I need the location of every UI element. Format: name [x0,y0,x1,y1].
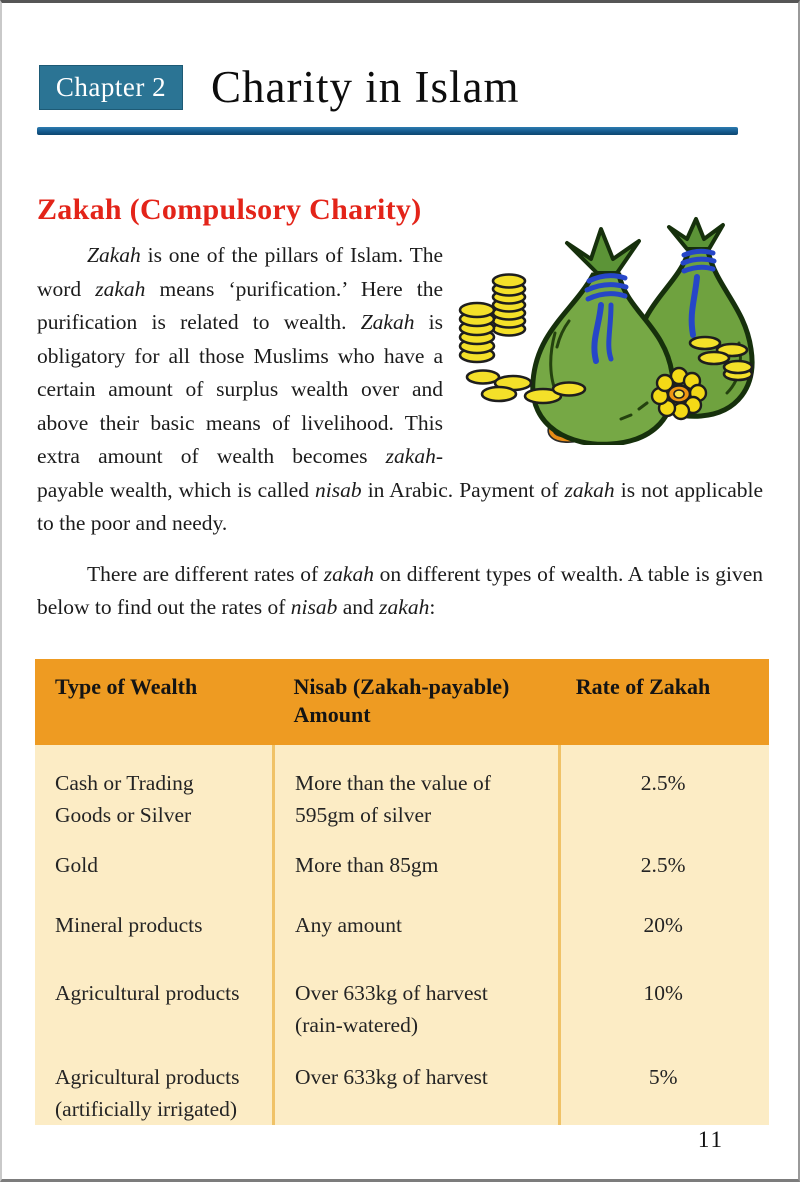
cell-line: (artificially irrigated) [55,1096,238,1121]
chapter-label: Chapter 2 [55,71,167,102]
paragraph-2-text: There are different rates of zakah on different types of wealth. A table is given below to find out the rates of nisab and zakah: [37,561,763,619]
section-heading: Zakah (Compulsory Charity) [37,193,422,226]
cell-line: Over 633kg of harvest [295,1064,488,1089]
cell-line: (rain-watered) [295,1012,418,1037]
page-title: Charity in Islam [211,62,520,112]
body-paragraph-1 [37,239,763,541]
table-cell [274,745,560,841]
table-cell [274,841,560,897]
cell-line: Any amount [295,912,402,937]
table-row [35,955,769,1041]
chapter-header [39,61,761,113]
page-number: 11 [697,1127,724,1152]
cell-line: Agricultural products [55,1064,240,1089]
header-row [35,659,769,745]
table-cell [560,1041,769,1125]
header-divider [37,127,738,135]
cell-line: Type of Wealth [55,673,198,699]
table-row [35,745,769,841]
table-cell [35,745,274,841]
table-row [35,1041,769,1125]
cell-line: 10% [643,980,683,1005]
table-cell [35,897,274,955]
cell-line: Amount [293,701,371,727]
cell-line: 20% [643,912,683,937]
cell-line: 595gm of silver [295,802,432,827]
table-row [35,841,769,897]
cell-line: 2.5% [640,770,686,795]
table-cell [274,955,560,1041]
column-header [560,659,769,745]
cell-line: Rate of Zakah [575,673,711,699]
coin-stacks [460,275,525,363]
zakah-table-header [35,659,769,745]
zakah-rates-table [35,659,769,1125]
cell-line: More than the value of [295,770,491,795]
table-cell [35,841,274,897]
table-cell [274,1041,560,1125]
table-cell [560,745,769,841]
cell-line: More than 85gm [295,852,439,877]
money-bag-front [533,229,673,444]
table-cell [35,955,274,1041]
column-header [274,659,560,745]
chapter-badge [39,65,183,110]
cell-line: Over 633kg of harvest [295,980,488,1005]
paragraph-1-text: Zakah is one of the pillars of Islam. The word zakah means ‘purification.’ Here the purification is related to wealth. Zakah is obligatory for all those Muslims who have a certain amount of surplus wealth over and above their basic means of livelihood. This extra amount of wealth becomes zakah-payable wealth, which is called nisab in Arabic. Payment of zakah is not applicable to the poor and needy. [37,243,764,535]
table-cell [35,1041,274,1125]
cell-line: Goods or Silver [55,802,192,827]
coin-flower-cluster [652,368,706,419]
cell-line: 2.5% [640,852,686,877]
cell-line: Mineral products [55,912,203,937]
table-cell [274,897,560,955]
cell-line: Nisab (Zakah-payable) [293,673,510,699]
cell-line: Cash or Trading [55,770,194,795]
table-row [35,897,769,955]
money-bags-coins-illustration [451,193,763,445]
zakah-table-body [35,745,769,1125]
body-paragraph-2 [37,558,763,625]
column-header [35,659,274,745]
table-cell [560,841,769,897]
table-cell [560,897,769,955]
cell-line: Agricultural products [55,980,240,1005]
cell-line: 5% [648,1064,678,1089]
cell-line: Gold [55,852,98,877]
table-cell [560,955,769,1041]
